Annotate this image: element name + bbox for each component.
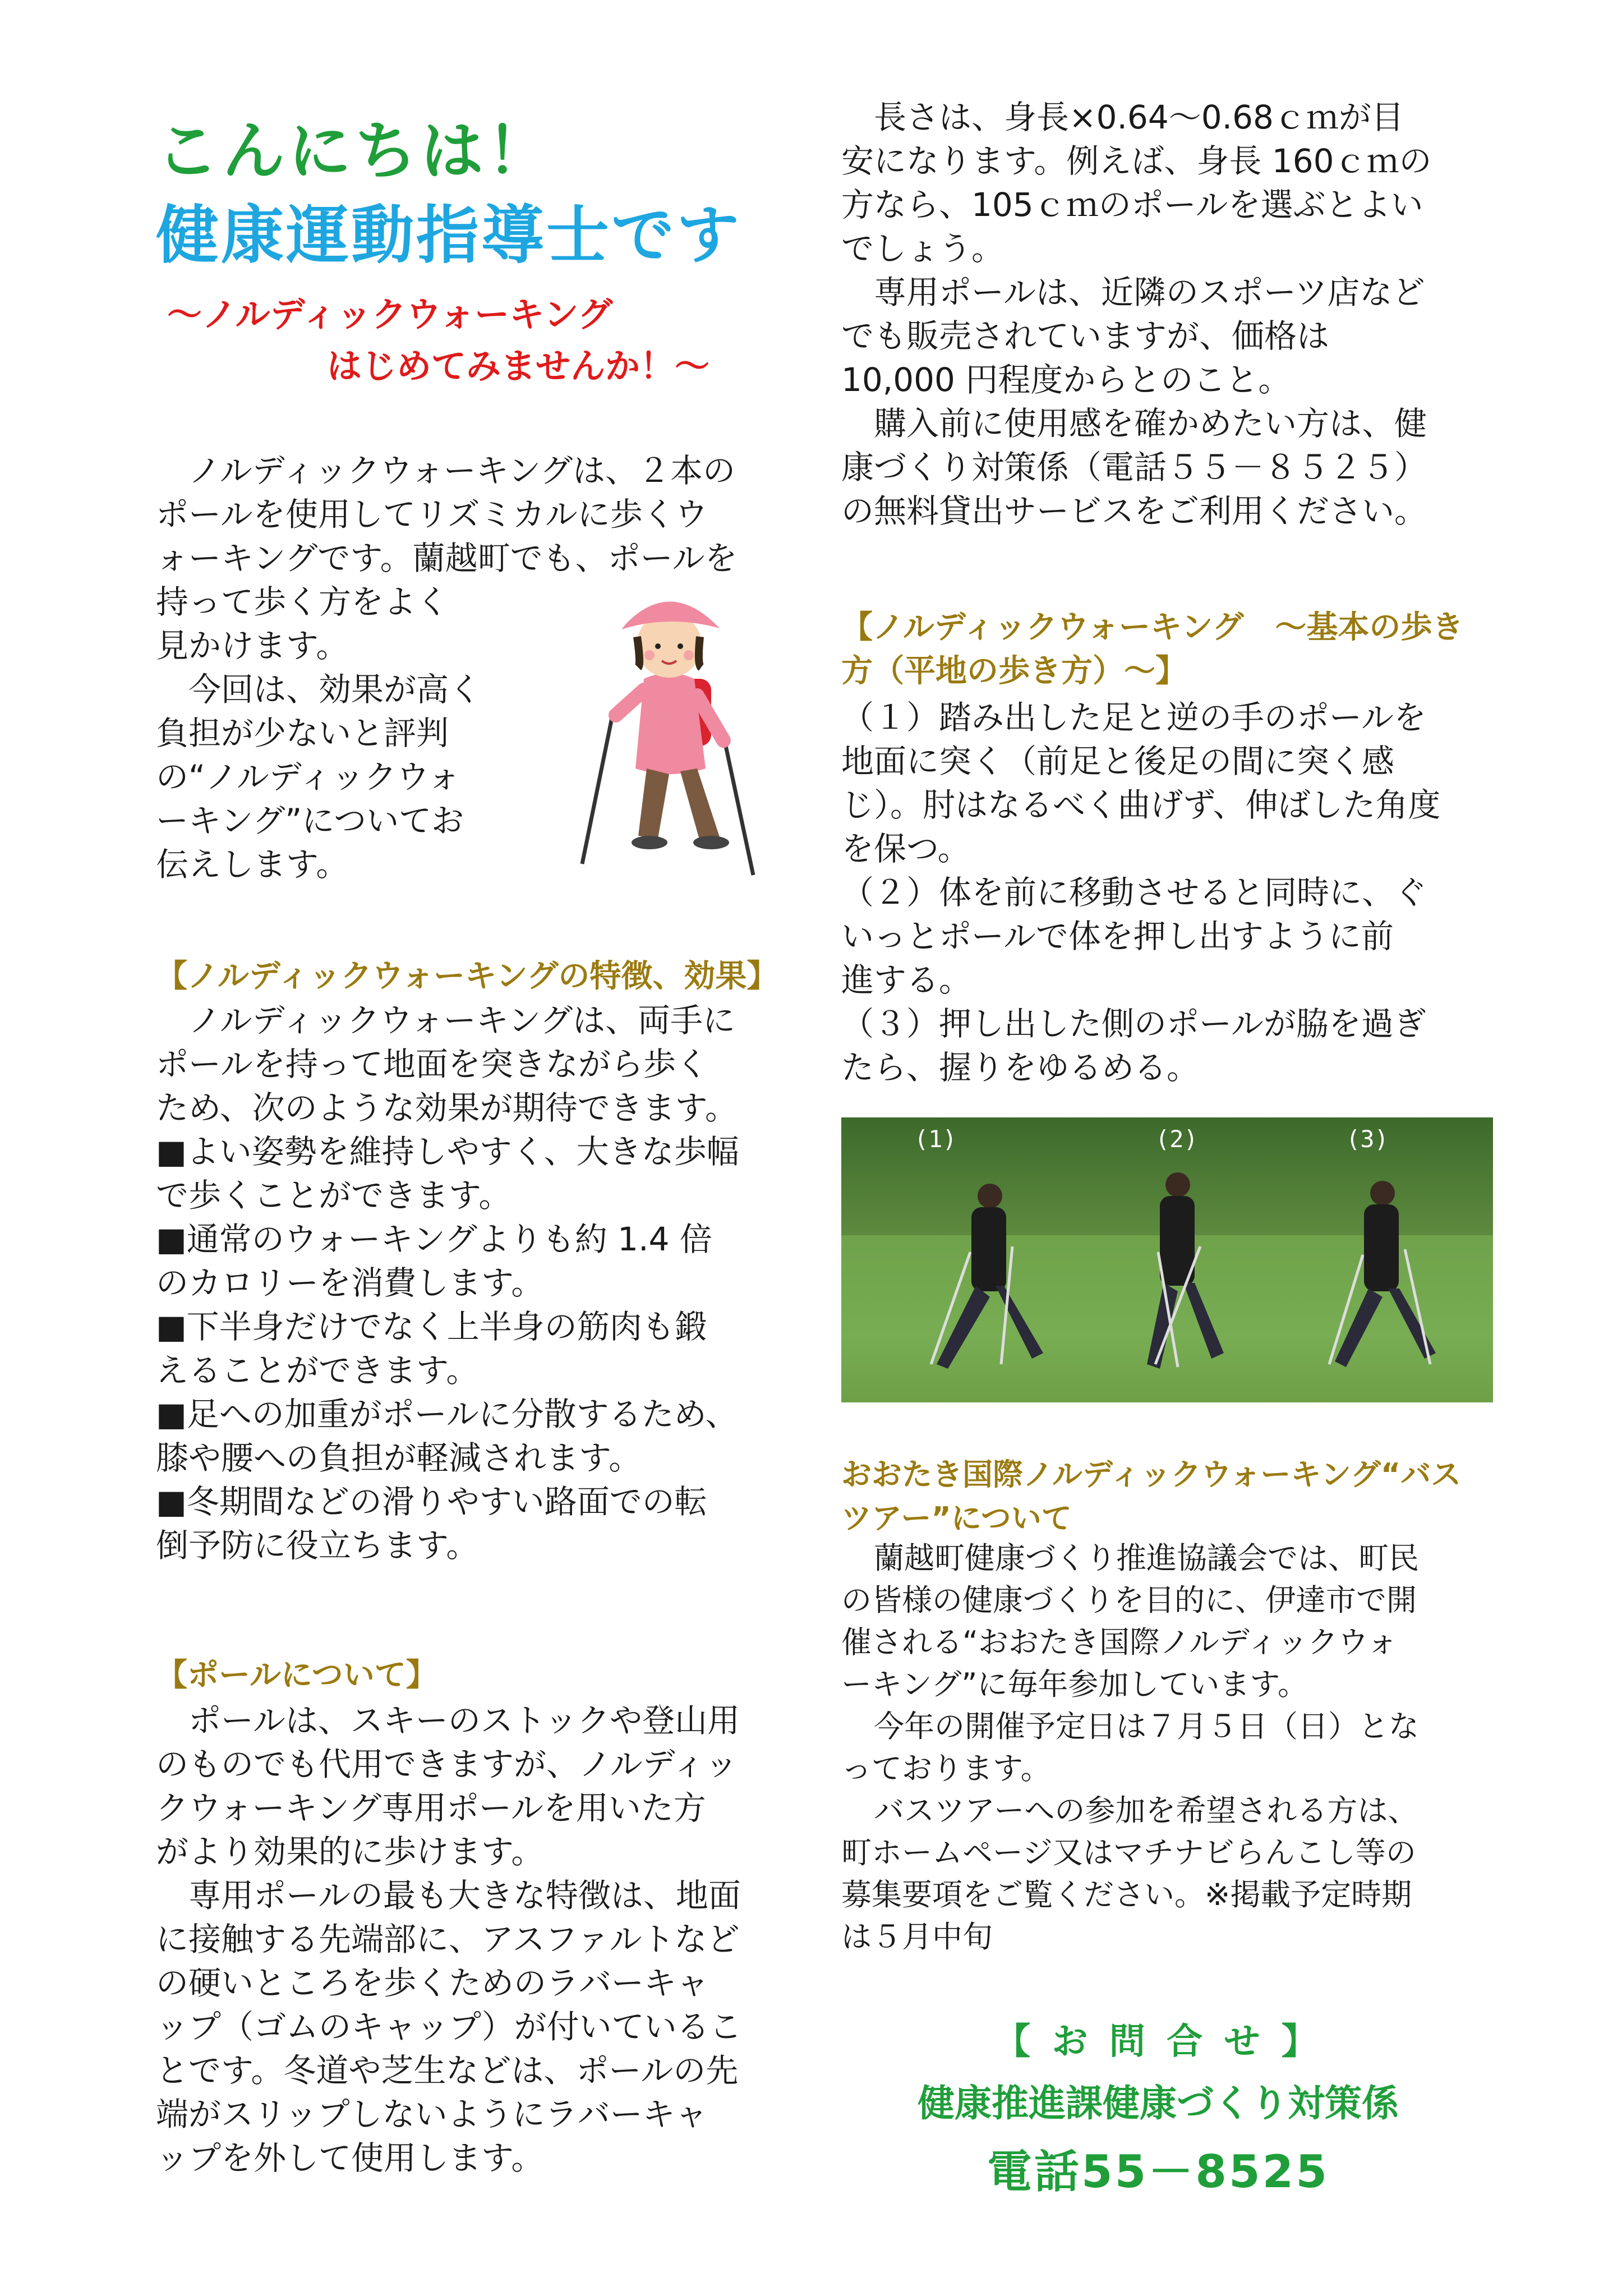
walker-illustration bbox=[560, 583, 795, 886]
title-greeting: こんにちは！ bbox=[156, 115, 553, 188]
intro-line: の“ノルディックウォ bbox=[156, 758, 460, 796]
features-line: ため、次のような効果が期待できます。 bbox=[156, 1089, 738, 1127]
contact-department: 健康推進課健康づくり対策係 bbox=[918, 2082, 1399, 2125]
intro-line: ポールを使用してリズミカルに歩くウ bbox=[156, 495, 708, 533]
bustour-line: 今年の開催予定日は７月５日（日）とな bbox=[874, 1709, 1419, 1744]
features-line: ノルディックウォーキングは、両手に bbox=[188, 1001, 735, 1039]
poles-line: 専用ポールの最も大きな特徴は、地面 bbox=[188, 1876, 741, 1915]
length-line: 10,000 円程度からとのこと。 bbox=[841, 361, 1291, 399]
poles-line: とです。冬道や芝生などは、ポールの先 bbox=[156, 2051, 739, 2090]
title-main: 健康運動指導士です bbox=[156, 199, 741, 272]
step-line: たら、握りをゆるめる。 bbox=[841, 1048, 1200, 1087]
contact-phone: 電話55－8525 bbox=[987, 2146, 1329, 2198]
subtitle-line1: ～ノルディックウォーキング bbox=[167, 294, 613, 335]
poles-heading: 【ポールについて】 bbox=[156, 1657, 437, 1694]
feature-bullet: えることができます。 bbox=[156, 1351, 479, 1389]
length-line: 方なら、105ｃｍのポールを選ぶとよい bbox=[841, 186, 1423, 224]
intro-line: 負担が少ないと評判 bbox=[156, 714, 449, 752]
poles-section bbox=[156, 1699, 790, 2180]
step-line: （３）押し出した側のポールが脇を過ぎ bbox=[841, 1005, 1426, 1043]
walker-figures bbox=[841, 1117, 1493, 1402]
poles-line: ップを外して使用します。 bbox=[156, 2139, 544, 2177]
intro-line: ーキング”についてお bbox=[156, 802, 464, 840]
bustour-line: バスツアーへの参加を希望される方は、 bbox=[874, 1793, 1418, 1828]
basics-heading: 【ノルディックウォーキング ～基本の歩き bbox=[841, 609, 1464, 646]
step-line: じ）。肘はなるべく曲げず、伸ばした角度 bbox=[841, 786, 1441, 824]
feature-bullet: ■よい姿勢を維持しやすく、大きな歩幅 bbox=[156, 1133, 739, 1171]
photo-label-1: (1) bbox=[914, 1125, 957, 1153]
poles-line: のものでも代用できますが、ノルディッ bbox=[156, 1745, 738, 1783]
poles-line: 端がスリップしないようにラバーキャ bbox=[156, 2095, 708, 2133]
feature-bullet: 膝や腰への負担が軽減されます。 bbox=[156, 1439, 642, 1477]
poles-line: ポールは、スキーのストックや登山用 bbox=[188, 1701, 740, 1740]
photo-label-2: (2) bbox=[1155, 1125, 1198, 1153]
walker-pose-3 bbox=[1329, 1181, 1436, 1367]
bustour-line: の皆様の健康づくりを目的に、伊達市で開 bbox=[841, 1582, 1417, 1618]
poles-line: の硬いところを歩くためのラバーキャ bbox=[156, 1964, 709, 2002]
length-section bbox=[841, 95, 1475, 533]
bustour-line: 催される“おおたき国際ノルディックウォ bbox=[841, 1625, 1398, 1660]
feature-bullet: ■足への加重がポールに分散するため、 bbox=[156, 1395, 738, 1433]
length-line: でも販売されていますが、価格は bbox=[841, 317, 1330, 355]
length-line: 安になります。例えば、身長 160ｃｍの bbox=[841, 142, 1432, 180]
step-line: を保つ。 bbox=[841, 830, 970, 868]
intro-line: 持って歩く方をよく bbox=[156, 583, 449, 621]
feature-bullet: ■通常のウォーキングよりも約 1.4 倍 bbox=[156, 1220, 712, 1258]
bustour-heading-cont: ツアー”について bbox=[841, 1501, 1072, 1536]
poles-line: に接触する先端部に、アスファルトなど bbox=[156, 1920, 740, 1958]
features-heading: 【ノルディックウォーキングの特徴、効果】 bbox=[156, 958, 778, 995]
step-line: いっとポールで体を押し出すように前 bbox=[841, 917, 1394, 955]
intro-line: 伝えします。 bbox=[156, 845, 349, 884]
intro-line: 見かけます。 bbox=[156, 627, 349, 665]
bustour-heading: おおたき国際ノルディックウォーキング“バス bbox=[841, 1457, 1462, 1492]
step-line: （１）踏み出した足と逆の手のポールを bbox=[841, 698, 1426, 737]
length-line: 長さは、身長×0.64～0.68ｃｍが目 bbox=[874, 98, 1404, 136]
contact-label: 【 お 問 合 せ 】 bbox=[994, 2021, 1322, 2063]
bustour-line: 町ホームページ又はマチナビらんこし等の bbox=[841, 1835, 1416, 1870]
basics-heading-cont: 方（平地の歩き方）～】 bbox=[841, 653, 1187, 689]
intro-line: ノルディックウォーキングは、２本の bbox=[188, 452, 735, 490]
features-line: ポールを持って地面を突きながら歩く bbox=[156, 1045, 708, 1083]
features-section bbox=[156, 999, 790, 1567]
length-line: 購入前に使用感を確かめたい方は、健 bbox=[874, 404, 1427, 443]
bustour-line: 募集要項をご覧ください。※掲載予定時期 bbox=[841, 1877, 1412, 1912]
length-line: でしょう。 bbox=[841, 229, 1004, 268]
walking-steps-photo bbox=[841, 1117, 1493, 1402]
walker-pose-1 bbox=[931, 1184, 1043, 1369]
bustour-section bbox=[841, 1537, 1475, 1958]
feature-bullet: ■冬期間などの滑りやすい路面での転 bbox=[156, 1483, 707, 1521]
length-line: 専用ポールは、近隣のスポーツ店など bbox=[874, 273, 1425, 311]
step-line: 地面に突く（前足と後足の間に突く感 bbox=[841, 742, 1395, 780]
feature-bullet: 倒予防に役立ちます。 bbox=[156, 1526, 479, 1565]
feature-bullet: のカロリーを消費します。 bbox=[156, 1264, 544, 1302]
intro-line: 今回は、効果が高く bbox=[188, 670, 482, 708]
poles-line: がより効果的に歩けます。 bbox=[156, 1833, 544, 1871]
bustour-line: は５月中旬 bbox=[841, 1919, 993, 1954]
length-line: の無料貸出サービスをご利用ください。 bbox=[841, 492, 1427, 530]
subtitle-line2: はじめてみませんか！～ bbox=[327, 346, 710, 386]
step-line: （２）体を前に移動させると同時に、ぐ bbox=[841, 873, 1427, 912]
intro-line: ォーキングです。蘭越町でも、ポールを bbox=[156, 539, 738, 577]
photo-label-3: (3) bbox=[1346, 1125, 1389, 1153]
poles-line: ップ（ゴムのキャップ）が付いているこ bbox=[156, 2008, 742, 2046]
bustour-line: 蘭越町健康づくり推進協議会では、町民 bbox=[874, 1540, 1419, 1576]
bustour-line: ーキング”に毎年参加しています。 bbox=[841, 1667, 1308, 1702]
feature-bullet: で歩くことができます。 bbox=[156, 1176, 512, 1214]
basics-steps bbox=[841, 696, 1475, 1089]
step-line: 進する。 bbox=[841, 961, 972, 999]
walker-pose-2 bbox=[1147, 1172, 1224, 1369]
bustour-line: っております。 bbox=[841, 1751, 1051, 1786]
feature-bullet: ■下半身だけでなく上半身の筋肉も鍛 bbox=[156, 1308, 707, 1346]
length-line: 康づくり対策係（電話５５－８５２５） bbox=[841, 448, 1427, 486]
poles-line: クウォーキング専用ポールを用いた方 bbox=[156, 1789, 706, 1827]
